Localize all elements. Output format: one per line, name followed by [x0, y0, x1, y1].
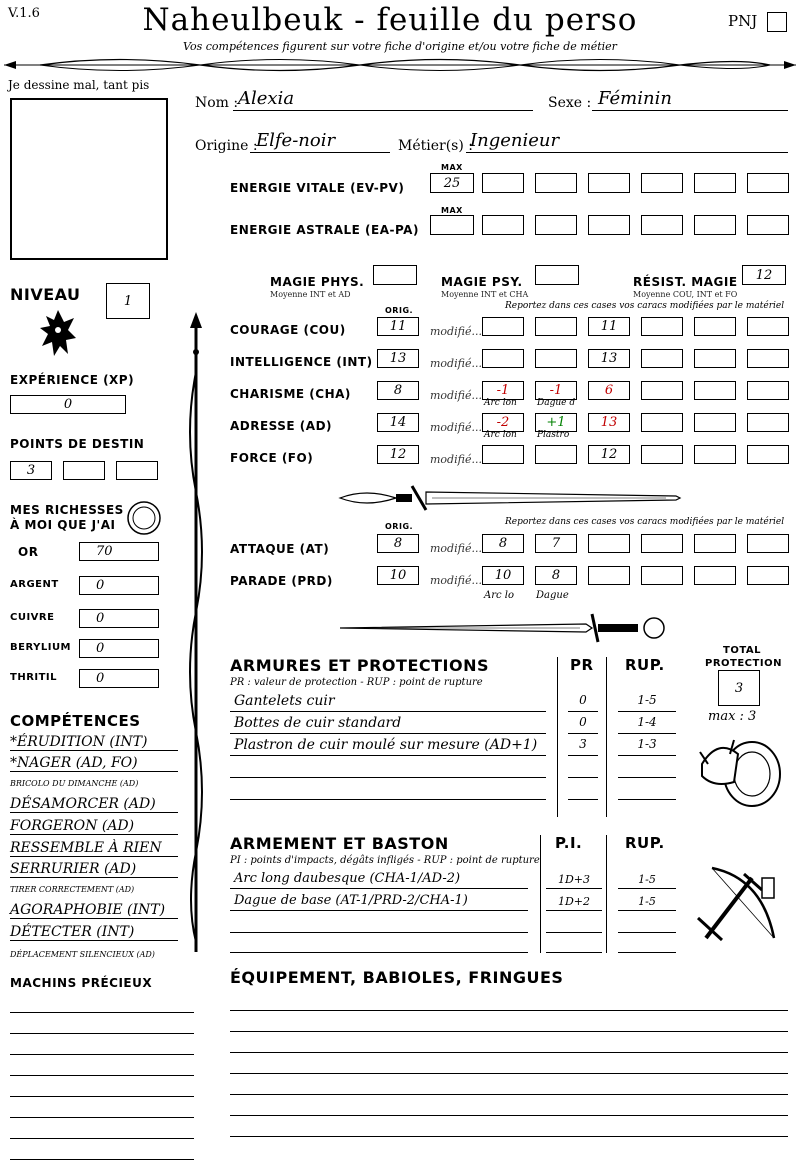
carac-orig-box[interactable]: 8	[377, 381, 419, 400]
modifie-label: modifié...	[430, 389, 482, 402]
armure-line	[230, 777, 546, 778]
competence-item[interactable]: DÉTECTER (INT)	[10, 924, 135, 940]
armures-col-divider-2	[606, 657, 607, 817]
armure-line	[230, 799, 546, 800]
magie-phys-label: MAGIE PHYS.	[270, 275, 365, 289]
modifie-label: modifié...	[430, 574, 482, 587]
carac-mod-box[interactable]	[747, 413, 789, 432]
carac-label: CHARISME (CHA)	[230, 387, 351, 401]
sword-2-icon	[336, 610, 686, 646]
armement-col-pi: P.I.	[555, 834, 583, 852]
metier-label: Métier(s) :	[398, 138, 473, 154]
armure-pr[interactable]: 3	[579, 737, 587, 751]
combat-mod-box[interactable]: 8	[482, 534, 524, 553]
carac-mod-box[interactable]	[747, 381, 789, 400]
destin-box[interactable]	[63, 461, 105, 480]
arme-line	[230, 932, 528, 933]
richesse-label-thritil: THRITIL	[10, 672, 58, 683]
armures-title: ARMURES ET PROTECTIONS	[230, 656, 489, 675]
shield-helmet-icon	[694, 724, 784, 814]
origine-line	[250, 152, 390, 153]
ea-track-box[interactable]	[641, 215, 683, 235]
competence-line	[10, 877, 178, 878]
equipement-line[interactable]	[230, 1010, 788, 1011]
pnj-checkbox[interactable]	[767, 12, 787, 32]
richesse-label-berylium: BERYLIUM	[10, 642, 72, 653]
combat-mod-box[interactable]: 7	[535, 534, 577, 553]
combat-mod-box[interactable]	[641, 534, 683, 553]
richesse-label-or: OR	[18, 545, 39, 559]
carac-mod-box[interactable]	[641, 445, 683, 464]
richesse-box-thritil[interactable]: 0	[79, 669, 159, 688]
carac-mod-box[interactable]	[535, 445, 577, 464]
modifie-label: modifié...	[430, 453, 482, 466]
ornament-divider	[0, 52, 800, 78]
equipement-line[interactable]	[230, 1073, 788, 1074]
competence-line	[10, 771, 178, 772]
version-label: V.1.6	[8, 6, 40, 21]
niveau-label: NIVEAU	[10, 285, 81, 304]
carac-mod-box[interactable]: 6	[588, 381, 630, 400]
armure-pr-line	[568, 799, 598, 800]
carac-mod-box[interactable]	[641, 349, 683, 368]
ea-track-box[interactable]	[482, 215, 524, 235]
machins-title: MACHINS PRÉCIEUX	[10, 976, 153, 990]
competence-item[interactable]: DÉSAMORCER (AD)	[10, 796, 156, 812]
armure-rup-line	[618, 777, 676, 778]
ev-track-box[interactable]	[641, 173, 683, 193]
carac-orig-box[interactable]: 12	[377, 445, 419, 464]
carac-label: FORCE (FO)	[230, 451, 314, 465]
carac-mod-box[interactable]	[641, 381, 683, 400]
ev-max-box[interactable]: 25	[430, 173, 474, 193]
competence-line	[10, 940, 178, 941]
carac-mod-box[interactable]	[694, 381, 736, 400]
armures-col-divider-1	[557, 657, 558, 817]
combat-mod-box[interactable]: 10	[482, 566, 524, 585]
ea-max-label: MAX	[441, 206, 463, 215]
total-protection-max: max : 3	[708, 709, 757, 724]
combat-mod-box[interactable]	[747, 566, 789, 585]
page-title: Naheulbeuk - feuille du perso	[142, 2, 638, 38]
competence-item[interactable]: DÉPLACEMENT SILENCIEUX (AD)	[10, 950, 155, 959]
armure-line	[230, 755, 546, 756]
magie-phys-note: Moyenne INT et AD	[270, 290, 351, 299]
carac-mod-box[interactable]	[694, 349, 736, 368]
niveau-box[interactable]: 1	[106, 283, 150, 319]
richesse-box-berylium[interactable]: 0	[79, 639, 159, 658]
armure-pr-line	[568, 755, 598, 756]
carac-mod-box[interactable]: -1	[535, 381, 577, 400]
armure-pr-line	[568, 711, 598, 712]
combat-mod-box[interactable]	[641, 566, 683, 585]
arme-name[interactable]: Arc long daubesque (CHA-1/AD-2)	[234, 871, 461, 886]
equipement-line[interactable]	[230, 1052, 788, 1053]
arme-rup-line	[618, 910, 676, 911]
carac-mod-box[interactable]	[641, 317, 683, 336]
equipement-line[interactable]	[230, 1094, 788, 1095]
destin-box[interactable]	[116, 461, 158, 480]
carac-mod-box[interactable]	[535, 317, 577, 336]
sexe-value[interactable]: Féminin	[598, 88, 672, 109]
armure-rup[interactable]: 1-3	[637, 737, 657, 751]
ea-track-box[interactable]	[694, 215, 736, 235]
combat-label: PARADE (PRD)	[230, 574, 333, 588]
arme-rup-line	[618, 952, 676, 953]
carac-mod-box[interactable]: 11	[588, 317, 630, 336]
armement-col-divider-2	[606, 835, 607, 953]
armures-col-pr: PR	[570, 656, 594, 674]
modifie-label: modifié...	[430, 542, 482, 555]
combat-orig-label: ORIG.	[385, 522, 414, 531]
ev-track-box[interactable]	[747, 173, 789, 193]
magie-phys-box[interactable]	[373, 265, 417, 285]
competence-item[interactable]: FORGERON (AD)	[10, 818, 135, 834]
ev-track-box[interactable]	[588, 173, 630, 193]
combat-mod-box[interactable]	[588, 566, 630, 585]
equipement-title: ÉQUIPEMENT, BABIOLES, FRINGUES	[230, 968, 564, 987]
carac-mod-box[interactable]	[694, 445, 736, 464]
carac-mod-box[interactable]	[535, 349, 577, 368]
carac-label: ADRESSE (AD)	[230, 419, 333, 433]
modifie-label: modifié...	[430, 325, 482, 338]
armure-line	[230, 733, 546, 734]
carac-mod-box[interactable]	[482, 317, 524, 336]
origine-label: Origine :	[195, 138, 258, 154]
carac-sub-label: Arc lon	[484, 398, 517, 408]
armure-rup-line	[618, 799, 676, 800]
combat-orig-box[interactable]: 10	[377, 566, 419, 585]
carac-mod-box[interactable]: 13	[588, 413, 630, 432]
combat-note: Reportez dans ces cases vos caracs modifiées par le matériel	[505, 517, 785, 527]
carac-mod-box[interactable]: 13	[588, 349, 630, 368]
carac-mod-box[interactable]: -1	[482, 381, 524, 400]
portrait-label: Je dessine mal, tant pis	[8, 78, 150, 92]
weapons-icon	[692, 858, 788, 948]
pnj-label: PNJ	[728, 12, 758, 30]
armure-rup-line	[618, 733, 676, 734]
competence-item[interactable]: BRICOLO DU DIMANCHE (AD)	[10, 779, 139, 788]
staff-icon	[176, 312, 216, 962]
competences-title: COMPÉTENCES	[10, 712, 141, 730]
competence-line	[10, 750, 178, 751]
carac-label: COURAGE (COU)	[230, 323, 346, 337]
richesse-box-argent[interactable]: 0	[79, 576, 159, 595]
armure-line	[230, 711, 546, 712]
sexe-line	[592, 110, 788, 111]
machins-line[interactable]	[10, 1012, 194, 1013]
combat-sub-0: Arc lo	[484, 590, 514, 601]
equipement-line[interactable]	[230, 1031, 788, 1032]
ea-track-box[interactable]	[535, 215, 577, 235]
page-subtitle: Vos compétences figurent sur votre fiche d'origine et/ou votre fiche de métier	[183, 40, 617, 53]
ev-track-box[interactable]	[482, 173, 524, 193]
resist-magie-box[interactable]: 12	[742, 265, 786, 285]
richesse-box-cuivre[interactable]: 0	[79, 609, 159, 628]
carac-mod-box[interactable]: +1	[535, 413, 577, 432]
coin-icon	[126, 500, 162, 536]
competence-item[interactable]: TIRER CORRECTEMENT (AD)	[10, 885, 135, 894]
xp-label: EXPÉRIENCE (XP)	[10, 373, 135, 387]
carac-sub-label: Arc lon	[484, 430, 517, 440]
carac-orig-box[interactable]: 13	[377, 349, 419, 368]
combat-mod-box[interactable]	[694, 534, 736, 553]
orig-label: ORIG.	[385, 306, 414, 315]
carac-mod-box[interactable]: 12	[588, 445, 630, 464]
armures-col-rup: RUP.	[625, 656, 665, 674]
armure-pr-line	[568, 777, 598, 778]
machins-line[interactable]	[10, 1075, 194, 1076]
magie-psy-note: Moyenne INT et CHA	[441, 290, 529, 299]
combat-mod-box[interactable]: 8	[535, 566, 577, 585]
total-protection-label1: TOTAL	[723, 645, 761, 656]
arme-pi[interactable]: 1D+3	[557, 873, 591, 886]
machins-line[interactable]	[10, 1096, 194, 1097]
sexe-label: Sexe :	[548, 95, 592, 111]
ea-track-box[interactable]	[588, 215, 630, 235]
armure-rup-line	[618, 755, 676, 756]
metier-line	[466, 152, 788, 153]
carac-mod-box[interactable]	[747, 349, 789, 368]
nom-value[interactable]: Alexia	[238, 88, 295, 109]
armure-name[interactable]: Bottes de cuir standard	[234, 715, 402, 731]
ev-max-label: MAX	[441, 163, 463, 172]
arme-pi[interactable]: 1D+2	[557, 895, 591, 908]
magie-psy-label: MAGIE PSY.	[441, 275, 523, 289]
xp-box[interactable]: 0	[10, 395, 126, 414]
metier-value[interactable]: Ingenieur	[470, 130, 560, 151]
richesse-box-or[interactable]: 70	[79, 542, 159, 561]
competence-line	[10, 918, 178, 919]
arme-line	[230, 888, 528, 889]
ea-label: ENERGIE ASTRALE (EA-PA)	[230, 223, 419, 237]
armure-name[interactable]: Gantelets cuir	[234, 693, 335, 709]
carac-mod-box[interactable]	[482, 349, 524, 368]
nom-line	[233, 110, 533, 111]
total-protection-box[interactable]: 3	[718, 670, 760, 706]
carac-orig-box[interactable]: 11	[377, 317, 419, 336]
ev-track-box[interactable]	[694, 173, 736, 193]
competence-item[interactable]: *NAGER (AD, FO)	[10, 755, 138, 771]
combat-sub-1: Dague	[536, 590, 569, 601]
arme-rup-line	[618, 932, 676, 933]
machins-line[interactable]	[10, 1138, 194, 1139]
arme-pi-line	[546, 932, 602, 933]
arme-pi-line	[546, 888, 602, 889]
carac-mod-box[interactable]	[482, 445, 524, 464]
ea-max-box[interactable]	[430, 215, 474, 235]
modifie-label: modifié...	[430, 357, 482, 370]
destin-box[interactable]: 3	[10, 461, 52, 480]
carac-label: INTELLIGENCE (INT)	[230, 355, 373, 369]
arme-pi-line	[546, 910, 602, 911]
magie-psy-box[interactable]	[535, 265, 579, 285]
richesses-label2: À MOI QUE J'AI	[10, 518, 116, 532]
armement-col-divider-1	[540, 835, 541, 953]
competence-item[interactable]: *ÉRUDITION (INT)	[10, 734, 148, 750]
competence-item[interactable]: SERRURIER (AD)	[10, 861, 137, 877]
equipement-line[interactable]	[230, 1115, 788, 1116]
armure-rup-line	[618, 711, 676, 712]
ev-label: ENERGIE VITALE (EV-PV)	[230, 181, 405, 195]
equipement-line[interactable]	[230, 1136, 788, 1137]
combat-label: ATTAQUE (AT)	[230, 542, 330, 556]
total-protection-label2: PROTECTION	[705, 658, 782, 669]
modifie-label: modifié...	[430, 421, 482, 434]
machins-line[interactable]	[10, 1033, 194, 1034]
portrait-box[interactable]	[10, 98, 168, 260]
richesse-label-argent: ARGENT	[10, 579, 59, 590]
carac-mod-box[interactable]	[694, 413, 736, 432]
carac-mod-box[interactable]	[641, 413, 683, 432]
machins-line[interactable]	[10, 1054, 194, 1055]
arme-rup[interactable]: 1-5	[638, 895, 656, 908]
competence-item[interactable]: AGORAPHOBIE (INT)	[10, 902, 166, 918]
combat-mod-box[interactable]	[694, 566, 736, 585]
armure-name[interactable]: Plastron de cuir moulé sur mesure (AD+1)	[234, 737, 538, 753]
carac-orig-box[interactable]: 14	[377, 413, 419, 432]
armure-pr[interactable]: 0	[579, 693, 587, 707]
armement-col-rup: RUP.	[625, 834, 665, 852]
resist-magie-note: Moyenne COU, INT et FO	[633, 290, 738, 299]
origine-value[interactable]: Elfe-noir	[256, 130, 336, 151]
resist-magie-label: RÉSIST. MAGIE	[633, 275, 738, 289]
arme-rup-line	[618, 888, 676, 889]
armement-title: ARMEMENT ET BASTON	[230, 834, 449, 853]
carac-sub-label: Plastro	[537, 430, 570, 440]
competence-line	[10, 834, 178, 835]
carac-mod-box[interactable]: -2	[482, 413, 524, 432]
armure-rup[interactable]: 1-5	[637, 693, 657, 707]
armure-pr[interactable]: 0	[579, 715, 587, 729]
arme-name[interactable]: Dague de base (AT-1/PRD-2/CHA-1)	[234, 893, 468, 908]
armure-rup[interactable]: 1-4	[637, 715, 657, 729]
richesse-label-cuivre: CUIVRE	[10, 612, 55, 623]
machins-line[interactable]	[10, 1117, 194, 1118]
richesses-label1: MES RICHESSES	[10, 503, 124, 517]
competence-line	[10, 812, 178, 813]
arme-pi-line	[546, 952, 602, 953]
arme-line	[230, 910, 528, 911]
armures-note: PR : valeur de protection - RUP : point de rupture	[230, 677, 483, 688]
competence-line	[10, 856, 178, 857]
competence-item[interactable]: RESSEMBLE À RIEN	[10, 840, 162, 856]
sword-icon	[336, 480, 686, 516]
arme-line	[230, 952, 528, 953]
armement-note: PI : points d'impacts, dégâts infligés - RUP : point de rupture	[230, 855, 540, 866]
carac-note: Reportez dans ces cases vos caracs modifiées par le matériel	[505, 301, 785, 311]
combat-mod-box[interactable]	[747, 534, 789, 553]
arme-rup[interactable]: 1-5	[638, 873, 656, 886]
carac-sub-label: Dague d	[537, 398, 576, 408]
nom-label: Nom :	[195, 95, 239, 111]
dragon-icon	[34, 306, 82, 364]
ev-track-box[interactable]	[535, 173, 577, 193]
carac-mod-box[interactable]	[747, 317, 789, 336]
carac-mod-box[interactable]	[747, 445, 789, 464]
armure-pr-line	[568, 733, 598, 734]
carac-mod-box[interactable]	[694, 317, 736, 336]
ea-track-box[interactable]	[747, 215, 789, 235]
combat-orig-box[interactable]: 8	[377, 534, 419, 553]
destin-label: POINTS DE DESTIN	[10, 437, 145, 451]
combat-mod-box[interactable]	[588, 534, 630, 553]
